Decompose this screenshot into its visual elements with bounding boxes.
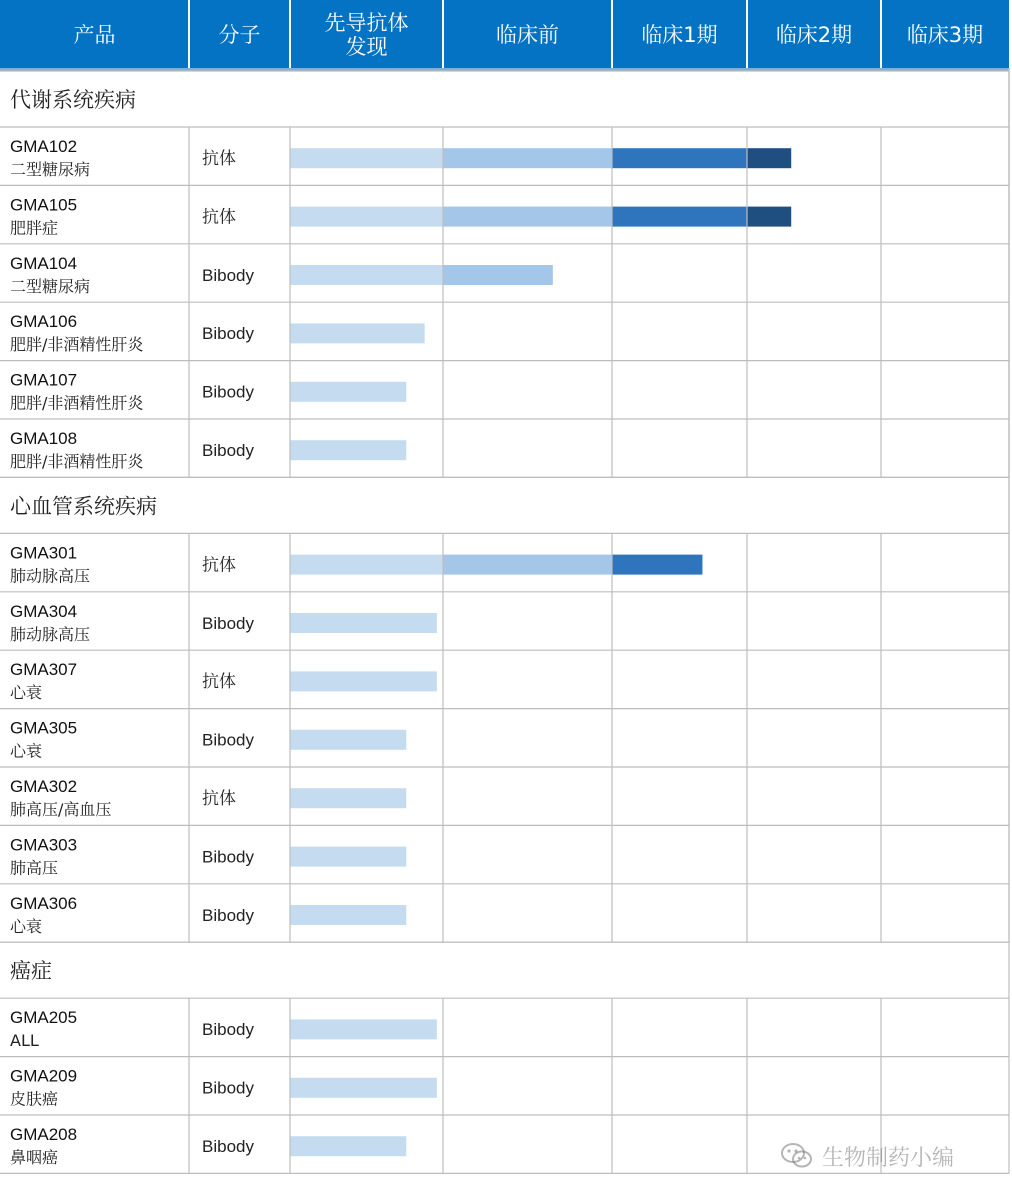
column-header: 分子: [218, 23, 261, 47]
product-indication: 鼻咽癌: [10, 1148, 59, 1167]
molecule-type: Bibody: [202, 1020, 254, 1040]
product-code: GMA209: [10, 1066, 78, 1086]
product-indication: 肺动脉高压: [10, 566, 91, 586]
progress-bar-segment: [612, 148, 747, 168]
progress-bar-segment: [290, 1019, 437, 1039]
product-code: GMA303: [10, 835, 78, 855]
progress-bar-segment: [290, 671, 437, 691]
progress-bar-segment: [612, 555, 702, 575]
progress-bar-segment: [290, 1136, 406, 1156]
progress-bar-segment: [290, 847, 406, 867]
product-indication: 肺高压/高血压: [10, 800, 112, 819]
section-title: 癌症: [10, 959, 52, 984]
progress-bar-segment: [612, 207, 747, 227]
product-indication: 二型糖尿病: [10, 160, 91, 179]
progress-bar-segment: [290, 905, 406, 925]
molecule-type: Bibody: [202, 905, 254, 925]
product-code: GMA105: [10, 195, 78, 215]
product-code: GMA307: [10, 660, 78, 680]
molecule-type: Bibody: [202, 441, 254, 460]
molecule-type: 抗体: [202, 672, 236, 692]
product-code: GMA301: [10, 543, 78, 563]
section-title: 心血管系统疾病: [10, 494, 157, 519]
product-code: GMA304: [10, 601, 78, 621]
molecule-type: 抗体: [202, 149, 236, 168]
column-header: 产品: [73, 23, 116, 47]
molecule-type: Bibody: [202, 730, 254, 750]
molecule-type: Bibody: [202, 1137, 254, 1156]
product-indication: 皮肤癌: [10, 1089, 59, 1109]
column-header: 先导抗体: [324, 11, 409, 35]
progress-bar-segment: [290, 555, 443, 575]
molecule-type: 抗体: [202, 555, 236, 575]
watermark-text: 生物制药小编: [822, 1145, 955, 1171]
column-header: 临床2期: [775, 23, 853, 47]
progress-bar-segment: [290, 323, 425, 343]
section-title: 代谢系统疾病: [10, 88, 136, 112]
molecule-type: Bibody: [202, 324, 254, 344]
product-indication: 肺动脉高压: [10, 624, 91, 644]
product-indication: 肥胖/非酒精性肝炎: [10, 393, 144, 413]
molecule-type: 抗体: [202, 207, 236, 227]
wechat-icon: [780, 1141, 814, 1171]
progress-bar-segment: [290, 788, 406, 808]
product-code: GMA106: [10, 312, 78, 332]
progress-bar-segment: [443, 555, 612, 575]
progress-bar-segment: [290, 382, 406, 402]
product-indication: 心衰: [10, 683, 43, 703]
product-code: GMA205: [10, 1008, 78, 1028]
watermark: [780, 1138, 954, 1174]
column-header: 临床前: [496, 23, 559, 47]
progress-bar-segment: [443, 207, 612, 227]
product-indication: 心衰: [10, 916, 43, 936]
product-code: GMA108: [10, 429, 78, 448]
product-code: GMA302: [10, 777, 78, 796]
product-indication: 肥胖症: [10, 218, 59, 238]
progress-bar-segment: [443, 265, 553, 285]
product-code: GMA208: [10, 1125, 78, 1144]
product-code: GMA305: [10, 718, 78, 738]
product-indication: 心衰: [10, 741, 43, 761]
product-code: GMA104: [10, 253, 78, 273]
molecule-type: Bibody: [202, 382, 254, 402]
progress-bar-segment: [290, 613, 437, 633]
progress-bar-segment: [747, 207, 791, 227]
molecule-type: Bibody: [202, 613, 254, 633]
progress-bar-segment: [443, 148, 612, 168]
column-header: 发现: [345, 35, 388, 59]
product-code: GMA306: [10, 893, 78, 913]
product-indication: 肥胖/非酒精性肝炎: [10, 335, 144, 355]
progress-bar-segment: [290, 730, 406, 750]
column-header: 临床1期: [641, 23, 718, 47]
product-code: GMA102: [10, 137, 78, 156]
progress-bar-segment: [290, 148, 443, 168]
molecule-type: Bibody: [202, 1078, 254, 1098]
product-indication: 肥胖/非酒精性肝炎: [10, 452, 144, 471]
product-indication: ALL: [10, 1031, 39, 1051]
column-header: 临床3期: [906, 23, 984, 47]
molecule-type: 抗体: [202, 789, 236, 808]
molecule-type: Bibody: [202, 265, 254, 285]
product-indication: 肺高压: [10, 858, 59, 878]
molecule-type: Bibody: [202, 847, 254, 867]
progress-bar-segment: [290, 1078, 437, 1098]
progress-bar-segment: [290, 207, 443, 227]
progress-bar-segment: [290, 440, 406, 460]
progress-bar-segment: [747, 148, 791, 168]
product-indication: 二型糖尿病: [10, 276, 91, 296]
product-code: GMA107: [10, 370, 78, 390]
progress-bar-segment: [290, 265, 443, 285]
